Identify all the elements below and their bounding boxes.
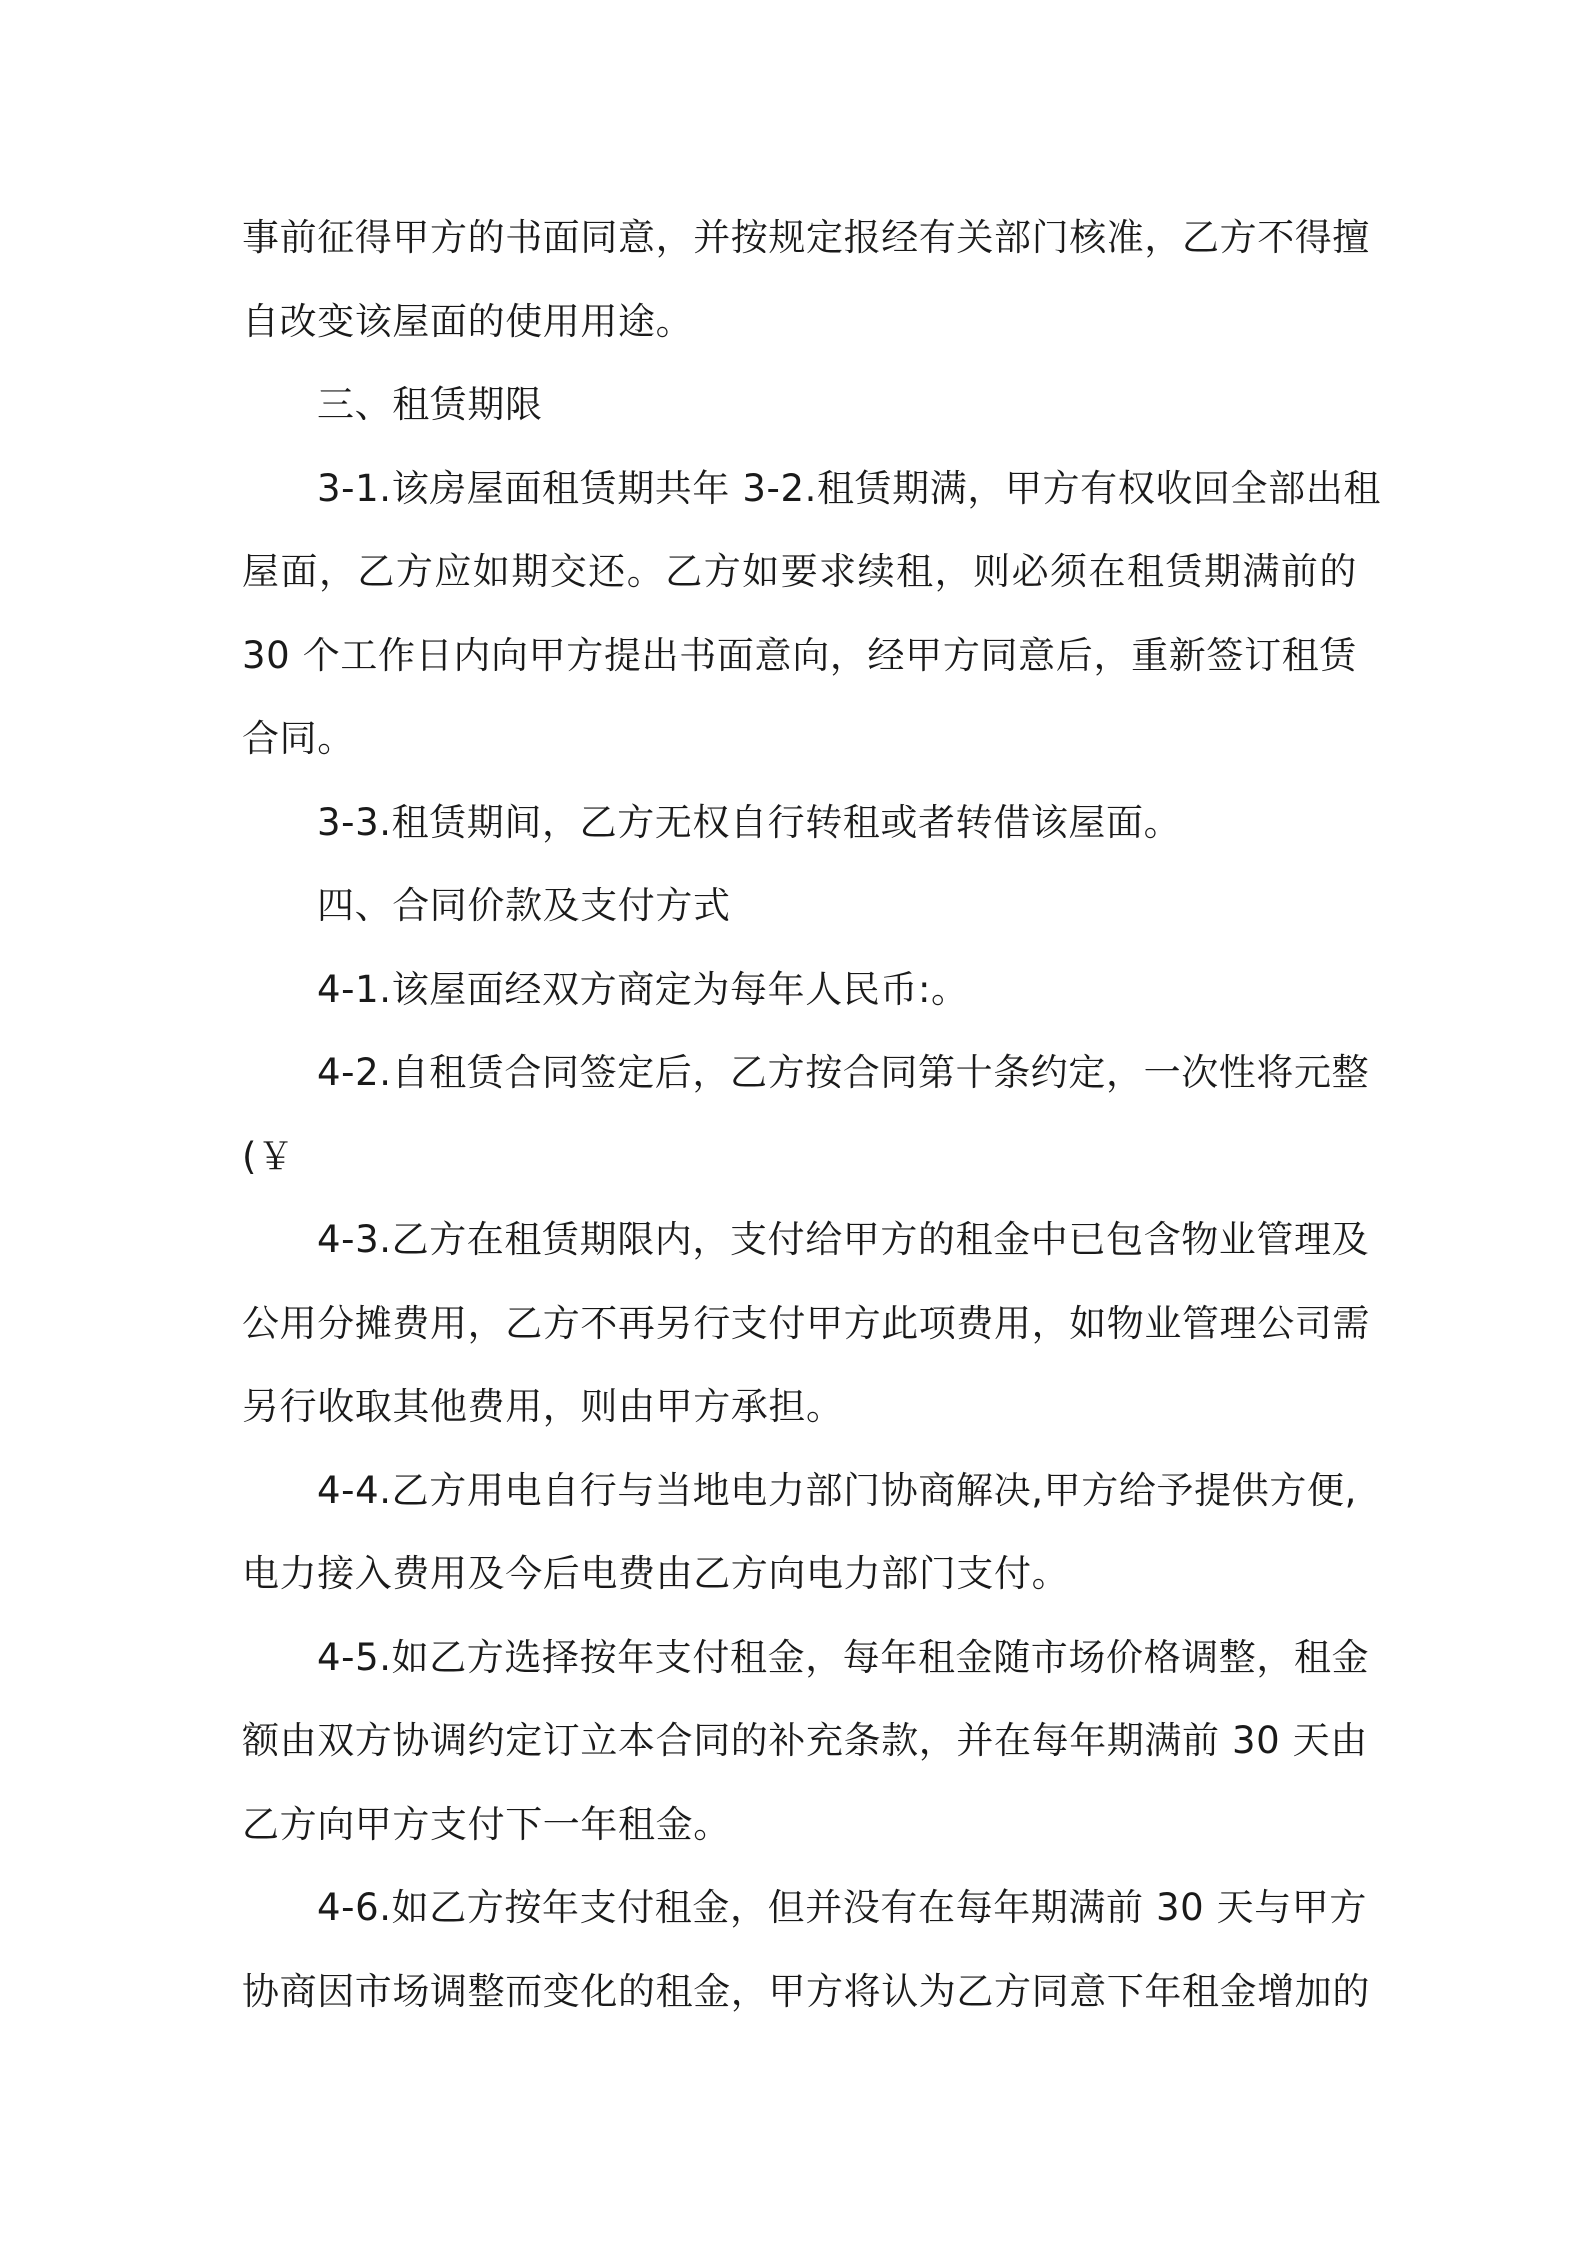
text-line: 额由双方协调约定订立本合同的补充条款，并在每年期满前 30 天由 bbox=[242, 1719, 1368, 1762]
text-line: 4-6.如乙方按年支付租金，但并没有在每年期满前 30 天与甲方 bbox=[317, 1886, 1367, 1929]
text-line: 合同。 bbox=[242, 717, 355, 760]
text-line: 4-5.如乙方选择按年支付租金，每年租金随市场价格调整，租金 bbox=[317, 1635, 1370, 1679]
text-line: 4-2.自租赁合同签定后，乙方按合同第十条约定，一次性将元整 bbox=[317, 1051, 1370, 1094]
text-line: 4-3.乙方在租赁期限内，支付给甲方的租金中已包含物业管理及 bbox=[317, 1218, 1370, 1261]
text-line: 电力接入费用及今后电费由乙方向电力部门支付。 bbox=[242, 1552, 1070, 1595]
text-line: 事前征得甲方的书面同意，并按规定报经有关部门核准，乙方不得擅 bbox=[242, 216, 1370, 259]
text-line: 4-4.乙方用电自行与当地电力部门协商解决,甲方给予提供方便, bbox=[317, 1468, 1357, 1512]
text-line: (￥ bbox=[242, 1134, 295, 1178]
text-line: 协商因市场调整而变化的租金，甲方将认为乙方同意下年租金增加的 bbox=[242, 1969, 1370, 2013]
document-body bbox=[242, 196, 1381, 2033]
text-line: 30 个工作日内向甲方提出书面意向，经甲方同意后，重新签订租赁 bbox=[242, 633, 1357, 677]
text-line: 3-3.租赁期间，乙方无权自行转租或者转借该屋面。 bbox=[317, 800, 1182, 844]
section-heading: 三、租赁期限 bbox=[317, 383, 543, 426]
section-heading: 四、合同价款及支付方式 bbox=[317, 884, 731, 927]
text-line: 4-1.该屋面经双方商定为每年人民币:。 bbox=[317, 967, 969, 1011]
text-line: 乙方向甲方支付下一年租金。 bbox=[242, 1802, 731, 1846]
text-line: 屋面，乙方应如期交还。乙方如要求续租，则必须在租赁期满前的 bbox=[242, 550, 1357, 593]
text-line: 3-1.该房屋面租赁期共年 3-2.租赁期满，甲方有权收回全部出租 bbox=[317, 466, 1381, 510]
text-line: 自改变该屋面的使用用途。 bbox=[242, 299, 694, 343]
text-line: 公用分摊费用，乙方不再另行支付甲方此项费用，如物业管理公司需 bbox=[242, 1301, 1370, 1345]
text-line: 另行收取其他费用，则由甲方承担。 bbox=[242, 1385, 844, 1428]
